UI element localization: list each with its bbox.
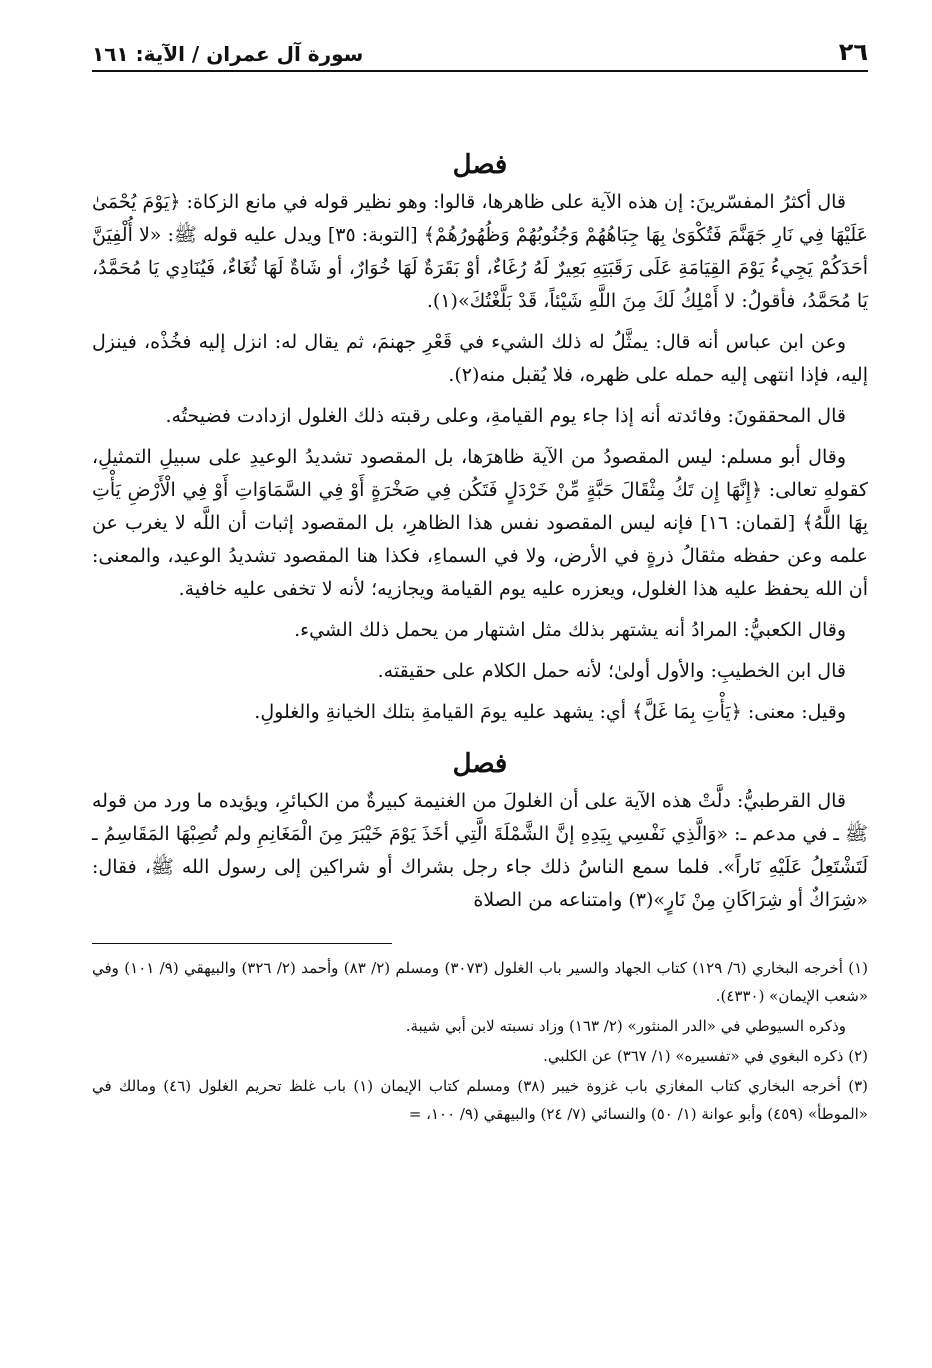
footnotes <box>92 954 868 1128</box>
page-header <box>92 36 868 72</box>
footnote: (١) أخرجه البخاري (٦/ ١٢٩) كتاب الجهاد والسير باب الغلول (٣٠٧٣) ومسلم (٢/ ٨٣) وأحمد (٢/ ٣٢٦) والبيهقي (٩/ ١٠١) وفي «شعب الإيمان» (٤٣٣٠). <box>92 959 869 1005</box>
paragraph: وقال أبو مسلم: ليس المقصودُ من الآية ظاهرَها، بل المقصود تشديدُ الوعيدِ على سبيلِ التمثيلِ، كقولهِ تعالى: ﴿إِنَّهَا إِن تَكُ مِثْقَالَ حَبَّةٍ مِّنْ خَرْدَلٍ فَتَكُن فِي صَخْرَةٍ أَوْ فِي السَّمَاوَاتِ أَوْ فِي الْأَرْضِ يَأْتِ بِهَا اللَّهُ﴾ [لقمان: ١٦] فإنه ليس المقصود نفس هذا الظاهرِ، بل المقصود إثبات أن اللَّه لا يغرب عن علمه وعن حفظه مثقالُ ذرةٍ في الأرض، ولا في السماءِ، فكذا هنا المقصود تشديدُ الوعيد، والمعنى: أن الله يحفظ عليه هذا الغلول، ويعزره عليه يوم القيامة ويجازيه؛ لأنه لا تخفى عليه خافية. <box>92 446 868 600</box>
section-2 <box>92 749 868 917</box>
paragraph: وعن ابن عباس أنه قال: يمثَّلُ له ذلك الشيء في قَعْرِ جهنمَ، ثم يقال له: انزل إليه فخُذْه، فينزل إليه، فإذا انتهى إليه حمله على ظهره، فلا يُقبل منه(٢). <box>92 331 868 386</box>
footnote-separator <box>92 943 392 944</box>
paragraph: وقيل: معنى: ﴿يَأْتِ بِمَا غَلَّ﴾ أي: يشهد عليه يومَ القيامةِ بتلك الخيانةِ والغلولِ. <box>254 701 846 723</box>
section-heading: فصل <box>452 150 508 180</box>
paragraph: قال القرطبيُّ: دلَّتْ هذه الآية على أن الغلولَ من الغنيمة كبيرةٌ من الكبائرِ، ويؤيده ما ورد من قوله ﷺ ـ في مدعم ـ: «وَالَّذِي نَفْسِي بِيَدِهِ إنَّ الشَّمْلَةَ الَّتِي أخَذَ يَوْمَ خَيْبَرَ مِنَ الْمَغَانِمِ ولم تُصِبْهَا المَقَاسِمُ ـ لَتَشْتَعِلُ عَلَيْهِ نَاراً». فلما سمع الناسُ ذلك جاء رجل بشراك أو شراكين إلى رسول الله ﷺ، فقال: «شِرَاكٌ أو شِرَاكَانِ مِنْ نَارٍ»(٣) وامتناعه من الصلاة <box>92 790 868 911</box>
section-heading: فصل <box>452 749 508 779</box>
footnote: (٣) أخرجه البخاري كتاب المغازي باب غزوة خيبر (٣٨) ومسلم كتاب الإيمان (١) باب غلظ تحريم الغلول (٤٦) ومالك في «الموطأ» (٤٥٩) وأبو عوانة (١/ ٥٠) والنسائي (٧/ ٢٤) والبيهقي (٩/ ١٠٠، = <box>92 1077 868 1123</box>
footnote: (٢) ذكره البغوي في «تفسيره» (١/ ٣٦٧) عن الكلبي. <box>543 1047 868 1065</box>
footnote: وذكره السيوطي في «الدر المنثور» (٢/ ١٦٣) وزاد نسبته لابن أبي شيبة. <box>405 1017 846 1035</box>
paragraph: قال ابن الخطيبِ: والأول أولىٰ؛ لأنه حمل الكلام على حقيقته. <box>377 660 846 682</box>
paragraph: قال المحققونَ: وفائدته أنه إذا جاء يوم القيامةِ، وعلى رقبته ذلك الغلول ازدادت فضيحتُه. <box>165 405 846 427</box>
page-number: ٢٦ <box>838 38 868 66</box>
section-1 <box>92 150 868 729</box>
running-title: سورة آل عمران / الآية: ١٦١ <box>92 42 364 66</box>
paragraph: وقال الكعبيُّ: المرادُ أنه يشتهر بذلك مثل اشتهار من يحمل ذلك الشيء. <box>294 619 846 641</box>
paragraph: قال أكثرُ المفسّرينَ: إن هذه الآية على ظاهرها، قالوا: وهو نظير قوله في مانع الزكاة: ﴿يَوْمَ يُحْمَىٰ عَلَيْهَا فِي نَارِ جَهَنَّمَ فَتُكْوَىٰ بِهَا جِبَاهُهُمْ وَجُنُوبُهُمْ وَظُهُورُهُمْ﴾ [التوبة: ٣٥] ويدل عليه قوله ﷺ: «لا أُلْفِيَنَّ أحَدَكُمْ يَجِيءُ يَوْمَ القِيَامَةِ عَلَى رَقَبَتِهِ بَعِيرٌ لَهُ رُغَاءٌ، أوْ بَقَرَةٌ لَهَا خُوَارٌ، أو شَاةٌ لَهَا ثُغَاءٌ، فَيُنَادِي يَا مُحَمَّدُ، يَا مُحَمَّدُ، فأقولُ: لا أَمْلِكُ لَكَ مِنَ اللَّهِ شَيْئاً، قَدْ بَلَّغْتُكَ»(١). <box>92 191 868 312</box>
